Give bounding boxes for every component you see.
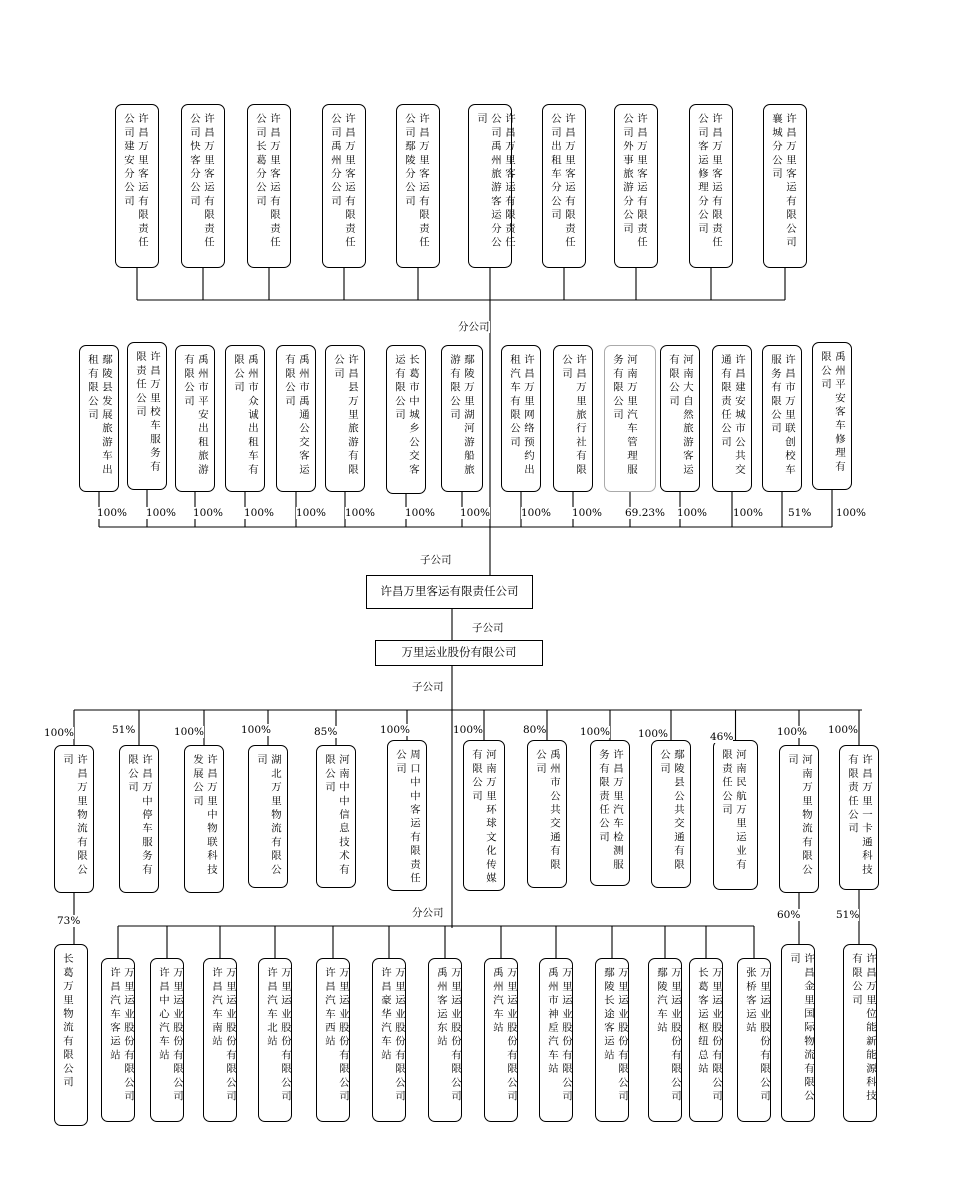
bottom-subsidiary-box (316, 745, 356, 888)
bottom-subsidiary-box-label: 周口中中客运有限责任公司 (394, 749, 420, 886)
top-branch-box (181, 104, 225, 268)
bottom-branch-box (689, 958, 723, 1122)
branch-label-bottom: 分公司 (412, 907, 444, 919)
bottom-branch-box-label: 万里运业股份有限公司许昌汽车客运站 (108, 967, 134, 1104)
bottom-branch-box-label: 万里运业股份有限公司鄢陵长途客运站 (602, 967, 628, 1104)
bottom-subsidiary-box-label: 鄢陵县公共交通有限公司 (658, 749, 684, 873)
bottom-subsidiary-box (590, 740, 630, 886)
top-branch-box-label: 许昌万里客运有限责任公司出租车分公司 (549, 113, 575, 250)
mid-subsidiary-pct: 100% (572, 507, 603, 519)
mid-subsidiary-pct: 100% (521, 507, 552, 519)
sub-label-main: 子公司 (472, 622, 504, 634)
top-branch-box-label: 许昌万里客运有限责任公司建安分公司 (122, 113, 148, 250)
bottom-subsidiary-box-label: 许昌万里中物联科技发展公司 (191, 754, 217, 878)
bottom-branch-box-label: 万里运业股份有限公司许昌豪华汽车站 (379, 967, 405, 1104)
bottom-subsidiary-box-label: 河南民航万里运业有限责任公司 (720, 749, 746, 873)
top-branch-box-label: 许昌万里客运有限责任公司禹州分公司 (329, 113, 355, 250)
bottom-branch-box (316, 958, 350, 1122)
sub-subsidiary-pct: 51% (836, 909, 860, 921)
top-branch-box-label: 许昌万里客运有限责任公司客运修理分公司 (696, 113, 722, 250)
mid-subsidiary-pct: 100% (193, 507, 224, 519)
bottom-branch-box (258, 958, 292, 1122)
mid-subsidiary-box (79, 345, 119, 492)
bottom-subsidiary-box (248, 745, 288, 888)
bottom-subsidiary-box (839, 745, 879, 890)
mid-subsidiary-box-label: 许昌县万里旅游有限公司 (332, 354, 358, 478)
mid-subsidiary-box-label: 许昌万里旅行社有限公司 (560, 354, 586, 478)
bottom-subsidiary-box-label: 河南万里物流有限公司 (786, 754, 812, 878)
mid-subsidiary-box-label: 河南大自然旅游客运有限公司 (667, 354, 693, 478)
mid-subsidiary-box (175, 345, 215, 492)
bottom-subsidiary-box-label: 河南万里环球文化传媒有限公司 (470, 749, 496, 886)
sub-label-mid: 子公司 (420, 554, 452, 566)
bottom-subsidiary-pct: 100% (638, 728, 669, 740)
bottom-subsidiary-box (651, 740, 691, 888)
bottom-subsidiary-box (119, 745, 159, 893)
mid-subsidiary-pct: 100% (405, 507, 436, 519)
mid-subsidiary-pct: 100% (733, 507, 764, 519)
bottom-subsidiary-box-label: 许昌万中停车服务有限公司 (126, 754, 152, 878)
mid-subsidiary-pct: 100% (677, 507, 708, 519)
sub-subsidiary-box-label: 长葛万里物流有限公司 (61, 953, 73, 1090)
mid-subsidiary-box (386, 345, 426, 494)
mid-subsidiary-box-label: 禹州市众诚出租车有限公司 (232, 354, 258, 478)
bottom-subsidiary-box-label: 河南中中信息技术有限公司 (323, 754, 349, 878)
top-branch-box (689, 104, 733, 268)
sub-subsidiary-box-label: 许昌万里位能新能源科技有限公司 (850, 953, 876, 1104)
bottom-branch-box (595, 958, 629, 1122)
branch-label-top: 分公司 (458, 321, 490, 333)
sub-subsidiary-pct: 73% (57, 915, 81, 927)
mid-subsidiary-pct: 69.23% (625, 507, 666, 519)
mid-subsidiary-pct: 100% (244, 507, 275, 519)
bottom-subsidiary-pct: 100% (44, 727, 75, 739)
bottom-subsidiary-pct: 100% (828, 724, 859, 736)
mid-subsidiary-pct: 100% (97, 507, 128, 519)
top-branch-box (542, 104, 586, 268)
mid-subsidiary-box (325, 345, 365, 492)
parent-company-box (375, 640, 543, 666)
main-company-box (366, 575, 533, 609)
top-branch-box-label: 许昌万里客运有限责任公司鄢陵分公司 (403, 113, 429, 250)
bottom-subsidiary-box-label: 许昌万里物流有限公司 (61, 754, 87, 878)
bottom-subsidiary-box (54, 745, 94, 893)
bottom-branch-box (372, 958, 406, 1122)
bottom-branch-box-label: 万里运业股份有限公司许昌汽车西站 (323, 967, 349, 1104)
bottom-branch-box (428, 958, 462, 1122)
bottom-branch-box (484, 958, 518, 1122)
bottom-branch-box-label: 万里运业股份有限公司长葛客运枢纽总站 (696, 967, 722, 1104)
top-branch-box (322, 104, 366, 268)
sub-subsidiary-box (781, 944, 815, 1122)
mid-subsidiary-box (441, 345, 483, 492)
top-branch-box (115, 104, 159, 268)
parent-company-box-label: 万里运业股份有限公司 (401, 645, 517, 660)
bottom-subsidiary-pct: 100% (241, 724, 272, 736)
top-branch-box-label: 许昌万里客运有限责任公司外事旅游分公司 (621, 113, 647, 250)
bottom-subsidiary-pct: 51% (112, 724, 136, 736)
mid-subsidiary-pct: 51% (788, 507, 812, 519)
bottom-subsidiary-pct: 100% (453, 724, 484, 736)
mid-subsidiary-pct: 100% (836, 507, 867, 519)
mid-subsidiary-box (812, 342, 852, 490)
bottom-subsidiary-box (463, 740, 505, 891)
mid-subsidiary-box (127, 342, 167, 490)
bottom-subsidiary-pct: 100% (580, 726, 611, 738)
bottom-subsidiary-box (184, 745, 224, 893)
bottom-branch-box (539, 958, 573, 1122)
mid-subsidiary-box (604, 345, 656, 492)
top-branch-box-label: 许昌万里客运有限责任公司快客分公司 (188, 113, 214, 250)
sub-label-parent: 子公司 (412, 681, 444, 693)
mid-subsidiary-pct: 100% (146, 507, 177, 519)
mid-subsidiary-box (712, 345, 752, 492)
bottom-subsidiary-pct: 46% (710, 731, 734, 743)
bottom-subsidiary-box-label: 湖北万里物流有限公司 (255, 754, 281, 878)
mid-subsidiary-box (660, 345, 700, 492)
bottom-branch-box-label: 万里运业股份有限公司鄢陵汽车站 (655, 967, 681, 1104)
bottom-subsidiary-pct: 85% (314, 726, 338, 738)
bottom-branch-box-label: 万里运业股份有限公司许昌汽车南站 (210, 967, 236, 1104)
bottom-subsidiary-box (779, 745, 819, 893)
top-branch-box-label: 许昌万里客运有限公司襄城分公司 (770, 113, 796, 250)
sub-subsidiary-box (843, 944, 877, 1122)
mid-subsidiary-pct: 100% (296, 507, 327, 519)
mid-subsidiary-pct: 100% (345, 507, 376, 519)
mid-subsidiary-box (501, 345, 541, 492)
bottom-branch-box-label: 万里运业股份有限公司禹州客运东站 (435, 967, 461, 1104)
bottom-branch-box-label: 万里运业股份有限公司许昌中心汽车站 (157, 967, 183, 1104)
mid-subsidiary-box-label: 许昌万里校车服务有限责任公司 (134, 351, 160, 475)
top-branch-box (763, 104, 807, 268)
bottom-subsidiary-box-label: 许昌万里一卡通科技有限责任公司 (846, 754, 872, 878)
bottom-branch-box (101, 958, 135, 1122)
bottom-branch-box-label: 万里运业股份有限公司禹州汽车站 (491, 967, 517, 1104)
bottom-branch-box (737, 958, 771, 1122)
bottom-subsidiary-box (387, 740, 427, 891)
bottom-branch-box (648, 958, 682, 1122)
bottom-subsidiary-pct: 100% (174, 726, 205, 738)
sub-subsidiary-box-label: 许昌金里国际物流有限公司 (788, 953, 814, 1104)
mid-subsidiary-box-label: 许昌万里网络预约出租汽车有限公司 (508, 354, 534, 478)
bottom-branch-box-label: 万里运业股份有限公司许昌汽车北站 (265, 967, 291, 1104)
sub-subsidiary-pct: 60% (777, 909, 801, 921)
mid-subsidiary-box-label: 禹州市禹通公交客运有限公司 (283, 354, 309, 478)
bottom-branch-box-label: 万里运业股份有限公司禹州市神垕汽车站 (546, 967, 572, 1104)
mid-subsidiary-box-label: 禹州市平安出租旅游有限公司 (182, 354, 208, 478)
mid-subsidiary-box-label: 许昌市万里联创校车服务有限公司 (769, 354, 795, 478)
bottom-branch-box-label: 万里运业股份有限公司张桥客运站 (744, 967, 770, 1104)
mid-subsidiary-box (276, 345, 316, 492)
top-branch-box-label: 许昌万里客运有限责任公司禹州旅游客运分公司 (475, 113, 515, 250)
bottom-subsidiary-pct: 80% (523, 724, 547, 736)
bottom-subsidiary-box-label: 许昌万里汽车检测服务有限责任公司 (597, 749, 623, 873)
mid-subsidiary-box (553, 345, 593, 492)
top-branch-box (468, 104, 515, 268)
bottom-subsidiary-box (527, 740, 567, 888)
bottom-subsidiary-box-label: 禹州市公共交通有限公司 (534, 749, 560, 873)
top-branch-box (614, 104, 658, 268)
mid-subsidiary-box-label: 鄢陵万里湖河游船旅游有限公司 (448, 354, 474, 478)
mid-subsidiary-box-label: 长葛市中城乡公交客运有限公司 (393, 354, 419, 478)
top-branch-box-label: 许昌万里客运有限责任公司长葛分公司 (254, 113, 280, 250)
mid-subsidiary-box (225, 345, 265, 492)
mid-subsidiary-box-label: 禹州平安客车修理有限公司 (819, 351, 845, 475)
sub-subsidiary-box (54, 944, 88, 1126)
bottom-branch-box (150, 958, 184, 1122)
mid-subsidiary-box-label: 许昌建安城市公共交通有限责任公司 (719, 354, 745, 478)
mid-subsidiary-pct: 100% (460, 507, 491, 519)
mid-subsidiary-box-label: 鄢陵县发展旅游车出租有限公司 (86, 354, 112, 478)
mid-subsidiary-box-label: 河南万里汽车管理服务有限公司 (611, 354, 637, 478)
bottom-subsidiary-box (713, 740, 758, 890)
mid-subsidiary-box (762, 345, 802, 492)
bottom-subsidiary-pct: 100% (777, 726, 808, 738)
bottom-subsidiary-pct: 100% (380, 724, 411, 736)
bottom-branch-box (203, 958, 237, 1122)
main-company-box-label: 许昌万里客运有限责任公司 (380, 584, 519, 599)
top-branch-box (396, 104, 440, 268)
top-branch-box (247, 104, 291, 268)
